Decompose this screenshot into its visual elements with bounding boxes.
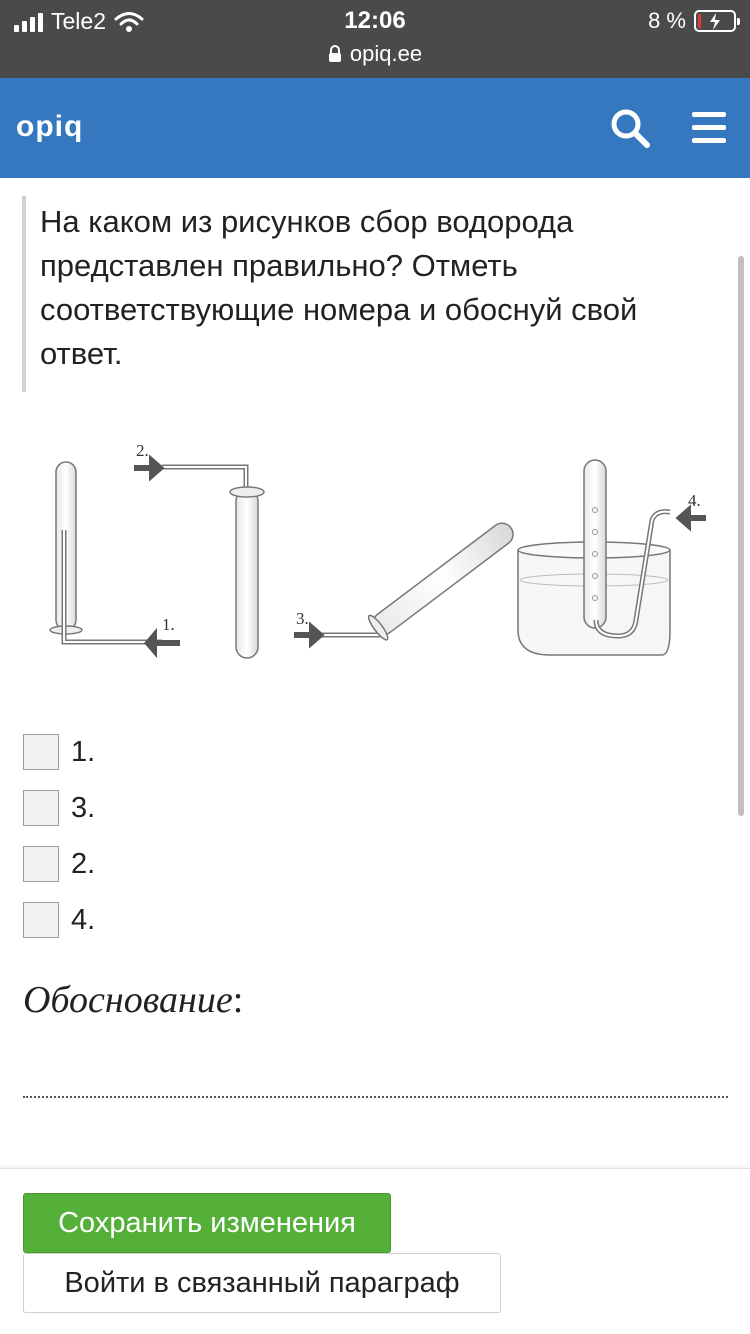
justification-title: Обоснование [23, 979, 233, 1021]
save-changes-button[interactable]: Сохранить изменения [23, 1193, 391, 1253]
option-1-checkbox[interactable] [23, 734, 59, 770]
question-text: На каком из рисунков сбор водорода представлен правильно? Отметь соответствующие номера и обоснуй свой ответ. [22, 196, 712, 392]
option-4-label: 4. [71, 903, 96, 936]
justification-colon: : [232, 979, 244, 1021]
charging-bolt-icon [708, 13, 722, 30]
status-bar [0, 0, 750, 78]
lock-icon [328, 45, 342, 63]
opiq-logo[interactable]: opiq [16, 110, 84, 143]
hydrogen-collection-figure [30, 440, 720, 680]
apparatus-2 [134, 441, 264, 658]
enter-linked-paragraph-button[interactable]: Войти в связанный параграф [23, 1253, 501, 1313]
battery-group [648, 8, 736, 34]
apparatus-4 [518, 460, 706, 655]
carrier-name: Tele2 [51, 8, 106, 34]
hamburger-menu-icon[interactable] [688, 106, 732, 150]
footer-bar [0, 1168, 750, 1334]
justification-input[interactable] [23, 1040, 728, 1098]
option-4-checkbox[interactable] [23, 902, 59, 938]
figure-label-3: 3. [296, 609, 309, 628]
figure-label-2: 2. [136, 441, 149, 460]
option-1-label: 1. [71, 735, 96, 768]
option-3-checkbox[interactable] [23, 790, 59, 826]
url-text: opiq.ee [349, 41, 423, 66]
url-bar[interactable] [0, 41, 750, 67]
option-4[interactable] [23, 892, 95, 948]
option-3-label: 3. [71, 791, 96, 824]
battery-level [698, 14, 701, 28]
option-2-checkbox[interactable] [23, 846, 59, 882]
status-time: 12:06 [344, 7, 406, 34]
apparatus-3 [294, 516, 520, 642]
search-icon[interactable] [608, 106, 652, 150]
figure-label-4: 4. [688, 491, 701, 510]
app-header [0, 78, 750, 178]
apparatus-1 [50, 462, 180, 650]
figure-label-1: 1. [162, 615, 175, 634]
option-3[interactable] [23, 780, 95, 836]
justification-heading [23, 978, 243, 1022]
option-1[interactable] [23, 724, 95, 780]
answer-options [23, 724, 95, 948]
page-scrollbar[interactable] [738, 256, 744, 816]
option-2-label: 2. [71, 847, 96, 880]
battery-percent: 8 % [648, 8, 686, 33]
option-2[interactable] [23, 836, 95, 892]
battery-icon [694, 10, 736, 32]
